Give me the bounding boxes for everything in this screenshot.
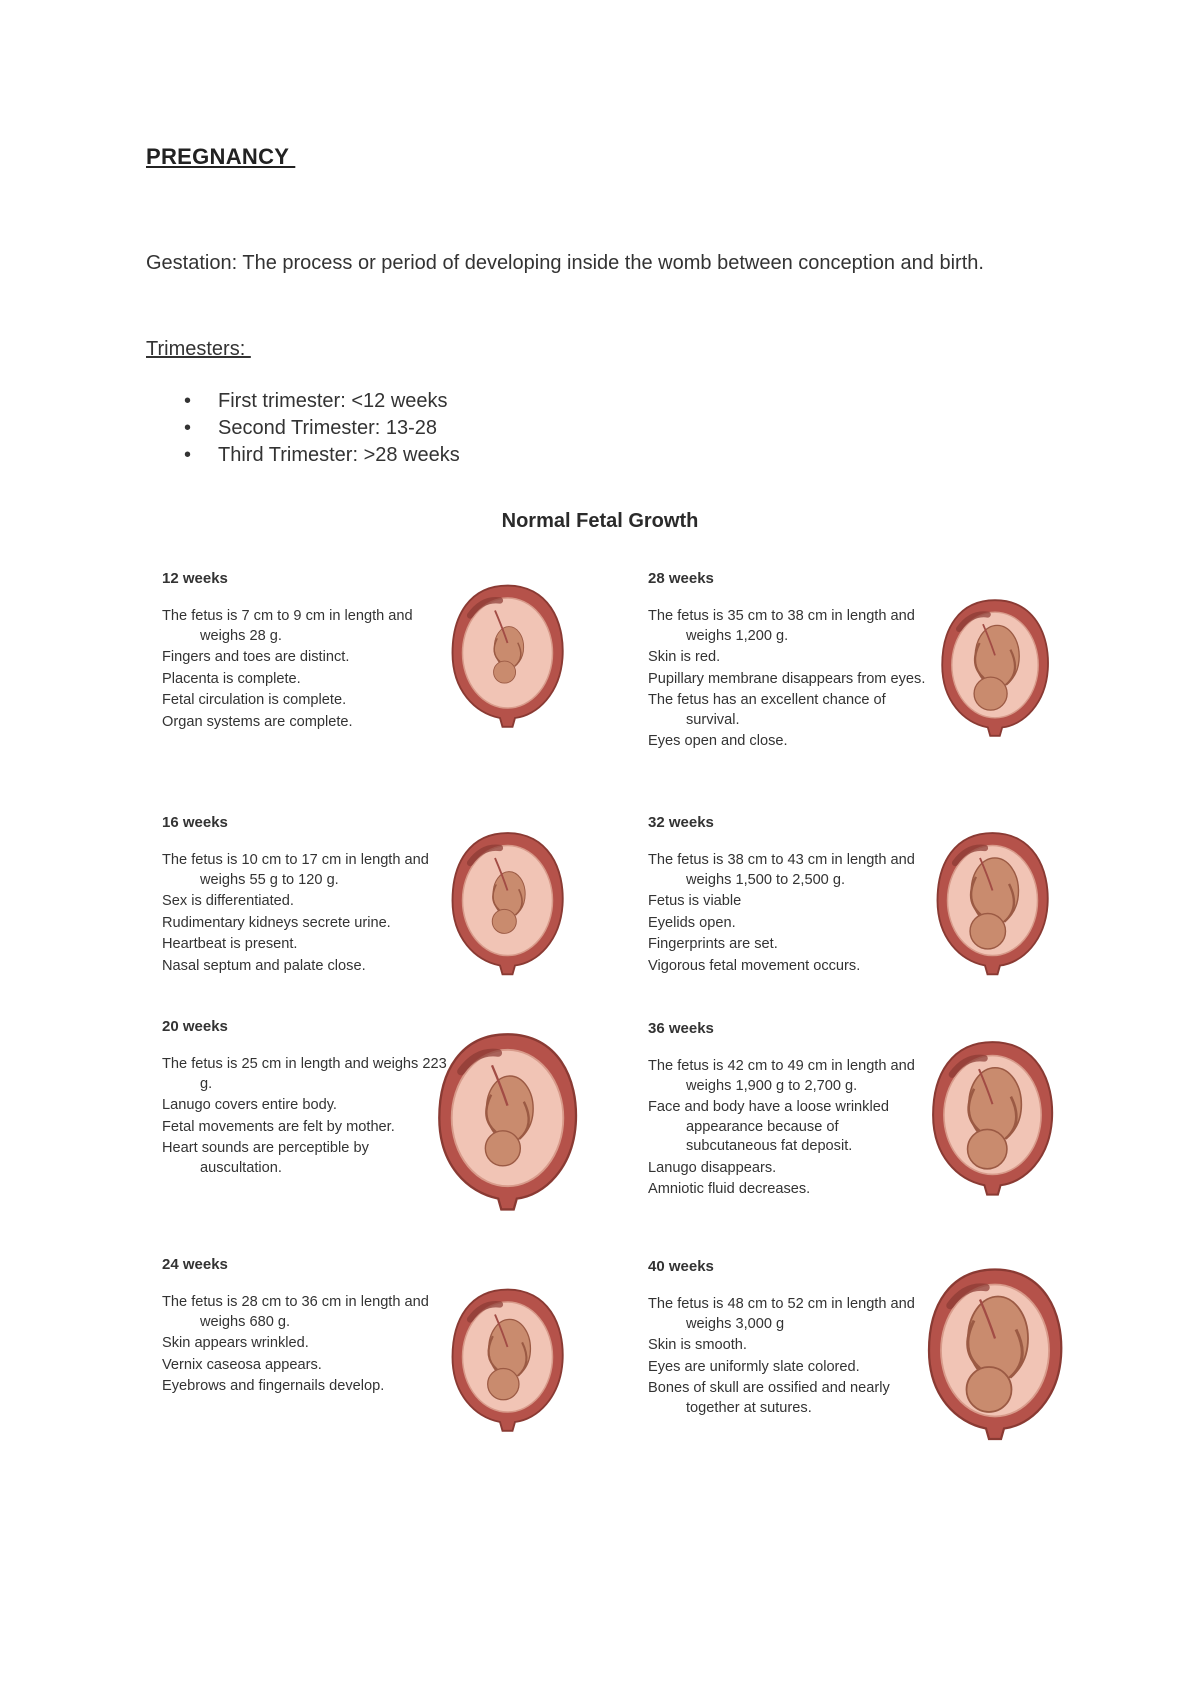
womb-svg — [930, 808, 1055, 993]
stage-fact: Pupillary membrane disappears from eyes. — [648, 670, 926, 687]
stage-fact: Face and body have a loose wrinkled appearance because of subcutaneous fat deposit. — [648, 1099, 889, 1154]
stage-fact: The fetus is 35 cm to 38 cm in length and weighs 1,200 g. — [648, 608, 915, 644]
stage-fact: Skin is red. — [648, 649, 721, 665]
page-title: PREGNANCY — [146, 144, 296, 169]
womb-illustration — [445, 1262, 570, 1452]
stage-week-label: 16 weeks — [162, 814, 228, 831]
stage-fact: Amniotic fluid decreases. — [648, 1181, 811, 1197]
stage-fact: Fetal movements are felt by mother. — [162, 1118, 395, 1135]
trimester-item-text: Second Trimester: 13-28 — [218, 417, 437, 439]
stage-fact: Lanugo disappears. — [648, 1159, 777, 1176]
stage-facts-list — [648, 607, 933, 752]
stage-fact: Vigorous fetal movement occurs. — [648, 957, 861, 974]
stage-fact: Eyebrows and fingernails develop. — [162, 1378, 385, 1394]
womb-svg — [925, 1015, 1060, 1215]
trimester-list — [146, 388, 460, 469]
womb-svg — [430, 1018, 585, 1218]
womb-svg — [935, 580, 1055, 750]
womb-svg — [445, 1262, 570, 1452]
stage-fact: Nasal septum and palate close. — [162, 957, 366, 974]
womb-illustration — [925, 1015, 1060, 1215]
stage-facts-list — [162, 851, 447, 976]
stage-fact: The fetus is 7 cm to 9 cm in length and weighs 28 g. — [162, 608, 413, 644]
womb-illustration — [445, 818, 570, 983]
womb-svg — [920, 1238, 1070, 1463]
stage-facts-list — [162, 607, 447, 732]
womb-illustration — [935, 580, 1055, 750]
stage-week-label: 20 weeks — [162, 1018, 228, 1035]
stage-fact: The fetus has an excellent chance of survival. — [648, 692, 886, 728]
stage-fact: Fetus is viable — [648, 893, 742, 909]
stage-week-label: 40 weeks — [648, 1258, 714, 1275]
stage-week-label: 36 weeks — [648, 1020, 714, 1037]
stage-fact: The fetus is 48 cm to 52 cm in length and weighs 3,000 g — [648, 1296, 915, 1332]
stage-fact: Heartbeat is present. — [162, 936, 298, 952]
stage-fact: The fetus is 38 cm to 43 cm in length and weighs 1,500 to 2,500 g. — [648, 852, 915, 888]
bullet-icon: • — [184, 390, 192, 412]
stage-fact: The fetus is 28 cm to 36 cm in length and weighs 680 g. — [162, 1294, 429, 1330]
stage-fact: Vernix caseosa appears. — [162, 1356, 322, 1373]
trimester-item-text: First trimester: <12 weeks — [218, 390, 448, 412]
stage-fact: Bones of skull are ossified and nearly together at sutures. — [648, 1380, 890, 1416]
stage-fact: Placenta is complete. — [162, 670, 301, 687]
trimester-item-text: Third Trimester: >28 weeks — [218, 444, 460, 466]
stage-fact: Heart sounds are perceptible by auscultation. — [162, 1140, 369, 1176]
stage-week-label: 32 weeks — [648, 814, 714, 831]
stage-facts-list — [648, 851, 933, 976]
womb-illustration — [920, 1238, 1070, 1463]
stage-fact: Eyes open and close. — [648, 733, 788, 749]
stage-fact: The fetus is 42 cm to 49 cm in length and weighs 1,900 g to 2,700 g. — [648, 1058, 915, 1094]
stage-fact: Sex is differentiated. — [162, 893, 294, 909]
stage-facts-list — [648, 1295, 933, 1418]
stage-fact: Fingers and toes are distinct. — [162, 649, 350, 665]
trimester-item — [146, 442, 460, 469]
womb-svg — [445, 818, 570, 983]
womb-illustration — [445, 578, 570, 728]
stage-fact: Skin is smooth. — [648, 1337, 747, 1353]
trimesters-heading: Trimesters: — [146, 338, 251, 360]
womb-illustration — [930, 808, 1055, 993]
stage-fact: The fetus is 25 cm in length and weighs 223 g. — [162, 1056, 447, 1092]
stage-fact: Eyelids open. — [648, 914, 736, 931]
stage-fact: Fetal circulation is complete. — [162, 692, 347, 708]
stage-fact: Rudimentary kidneys secrete urine. — [162, 914, 391, 931]
womb-svg — [445, 578, 570, 728]
womb-illustration — [430, 1018, 585, 1218]
stage-week-label: 12 weeks — [162, 570, 228, 587]
stage-week-label: 24 weeks — [162, 1256, 228, 1273]
trimester-item — [146, 415, 460, 442]
bullet-icon: • — [184, 417, 192, 439]
trimester-item — [146, 388, 460, 415]
stage-facts-list — [648, 1057, 933, 1200]
stage-facts-list — [162, 1293, 447, 1397]
stage-fact: Eyes are uniformly slate colored. — [648, 1358, 860, 1375]
gestation-definition: Gestation: The process or period of developing inside the womb between conception and birth. — [146, 252, 984, 274]
stage-week-label: 28 weeks — [648, 570, 714, 587]
stage-fact: The fetus is 10 cm to 17 cm in length and weighs 55 g to 120 g. — [162, 852, 429, 888]
stage-fact: Lanugo covers entire body. — [162, 1097, 337, 1113]
stage-fact: Skin appears wrinkled. — [162, 1335, 309, 1351]
stage-fact: Organ systems are complete. — [162, 713, 353, 730]
figure-title: Normal Fetal Growth — [501, 510, 699, 532]
stage-facts-list — [162, 1055, 447, 1178]
bullet-icon: • — [184, 444, 192, 466]
stage-fact: Fingerprints are set. — [648, 936, 778, 952]
